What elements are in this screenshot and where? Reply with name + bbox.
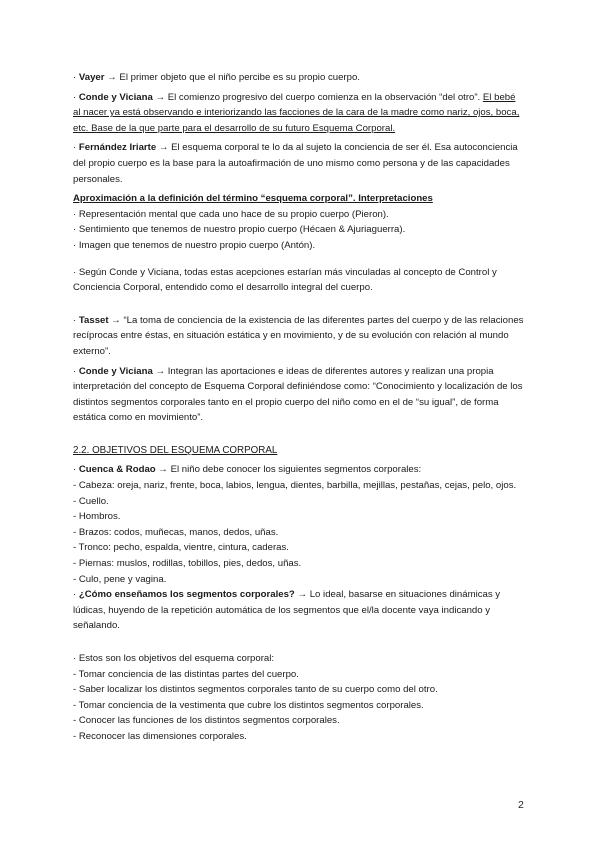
paragraph-tasset: · Tasset → “La toma de conciencia de la existencia de las diferentes partes del cuerpo y de las relaciones recíprocas entre éstas, en situación estática y en movimiento, y de su evolución con relación al mundo externo”. <box>73 314 524 357</box>
author-name: Cuenca & Rodao <box>78 464 156 476</box>
paragraph-text: → El esquema corporal te lo da al sujeto la conciencia de ser él. Esa autoconciencia del propio cuerpo es la base para la autoafirmación de uno mismo como persona y de las capacidades personales. <box>73 142 518 185</box>
definition-item: · Imagen que tenemos de nuestro propio cuerpo (Antón). <box>73 239 316 251</box>
definition-item: · Sentimiento que tenemos de nuestro propio cuerpo (Hécaen & Ajuriaguerra). <box>73 224 406 236</box>
paragraph-vayer: · Vayer → El primer objeto que el niño percibe es su propio cuerpo. <box>73 72 360 83</box>
author-name: Vayer <box>78 72 105 83</box>
section-heading-objectives: 2.2. OBJETIVOS DEL ESQUEMA CORPORAL <box>73 444 278 456</box>
paragraph-text: → “La toma de conciencia de la existencia de las diferentes partes del cuerpo y de las relaciones recíprocas entre éstas, en situación estática y en movimiento, y de su evolución con relación al mundo externo”. <box>73 314 524 357</box>
segment-item: - Hombros. <box>73 511 121 523</box>
objective-item: - Tomar conciencia de la vestimenta que cubre los distintos segmentos corporales. <box>73 699 424 711</box>
segment-item: - Tronco: pecho, espalda, vientre, cintura, caderas. <box>73 542 289 554</box>
paragraph-cuenca-rodao: · Cuenca & Rodao → El niño debe conocer los siguientes segmentos corporales: <box>73 464 422 476</box>
segment-item: - Piernas: muslos, rodillas, tobillos, pies, dedos, uñas. <box>73 558 302 570</box>
author-name: Tasset <box>78 314 109 326</box>
paragraph-text: → Integran las aportaciones e ideas de diferentes autores y realizan una propia interpretación del concepto de Esquema Corporal definiéndose como: “Conocimiento y localización de los distintos segmentos corporales tanto en el propio cuerpo del niño como en el de “su igual”, de forma estática como en movimiento”. <box>73 365 523 424</box>
paragraph-text: → Lo ideal, basarse en situaciones dinámicas y lúdicas, huyendo de la repetición automática de los segmentos que el/la docente vaya indicando y señalando. <box>73 589 501 632</box>
definition-item: · Representación mental que cada uno hace de su propio cuerpo (Pieron). <box>73 208 389 220</box>
paragraph-teaching-question: · ¿Cómo enseñamos los segmentos corporales? → Lo ideal, basarse en situaciones dinámicas y lúdicas, huyendo de la repetición automática de los segmentos que el/la docente vaya indicando y señalando. <box>73 589 501 632</box>
paragraph-fernandez-iriarte: · Fernández Iriarte → El esquema corporal te lo da al sujeto la conciencia de ser él. Esa autoconciencia del propio cuerpo es la base para la autoafirmación de uno mismo como persona y de las capacidades personales. <box>73 142 518 185</box>
objectives-intro: · Estos son los objetivos del esquema corporal: <box>73 653 275 664</box>
paragraph-conde-viciana: · Conde y Viciana → El comienzo progresivo del cuerpo comienza en la observación “del otro”. El bebé al nacer ya está observando e interiorizando las facciones de la cara de la madre como nariz, ojos, boca, etc. Base de la que parte para el desarrollo de su futuro Esquema Corporal. <box>73 91 520 134</box>
document-body <box>73 70 525 745</box>
segment-item: - Culo, pene y vagina. <box>73 573 167 585</box>
author-name: Conde y Viciana <box>78 365 153 377</box>
paragraph-text: → El comienzo progresivo del cuerpo comienza en la observación “del otro”. <box>152 91 483 103</box>
segment-item: - Cabeza: oreja, nariz, frente, boca, labios, lengua, dientes, barbilla, mejillas, pestañas, cejas, pelo, ojos. <box>73 480 517 492</box>
paragraph-text: → El niño debe conocer los siguientes segmentos corporales: <box>155 464 422 476</box>
author-name: Conde y Viciana <box>78 91 153 103</box>
page-number: 2 <box>518 799 524 811</box>
paragraph-conde-viciana-definition: · Conde y Viciana → Integran las aportaciones e ideas de diferentes autores y realizan una propia interpretación del concepto de Esquema Corporal definiéndose como: “Conocimiento y localización de los distintos segmentos corporales tanto en el propio cuerpo del niño como en el de “su igual”, de forma estática como en movimiento”. <box>73 365 523 424</box>
question-text: ¿Cómo enseñamos los segmentos corporales? <box>78 589 295 601</box>
segment-item: - Cuello. <box>73 495 109 507</box>
paragraph-text: → El primer objeto que el niño percibe es su propio cuerpo. <box>104 72 360 83</box>
objective-item: - Reconocer las dimensiones corporales. <box>73 730 247 742</box>
objective-item: - Saber localizar los distintos segmentos corporales tanto de su cuerpo como del otro. <box>73 684 438 696</box>
objective-item: - Tomar conciencia de las distintas partes del cuerpo. <box>73 668 299 680</box>
underlined-text: El bebé al nacer ya está observando e interiorizando las facciones de la cara de la madre como nariz, ojos, boca, etc. Base de la que parte para el desarrollo de su futuro Esquema Corporal. <box>73 91 520 134</box>
section-heading-definition: Aproximación a la definición del término “esquema corporal”. Interpretaciones <box>73 193 433 205</box>
paragraph-conde-viciana-summary: · Según Conde y Viciana, todas estas acepciones estarían más vinculadas al concepto de Control y Conciencia Corporal, entendido como el desarrollo integral del cuerpo. <box>73 266 497 294</box>
objective-item: - Conocer las funciones de los distintos segmentos corporales. <box>73 715 340 727</box>
segment-item: - Brazos: codos, muñecas, manos, dedos, uñas. <box>73 526 279 538</box>
author-name: Fernández Iriarte <box>78 142 157 154</box>
